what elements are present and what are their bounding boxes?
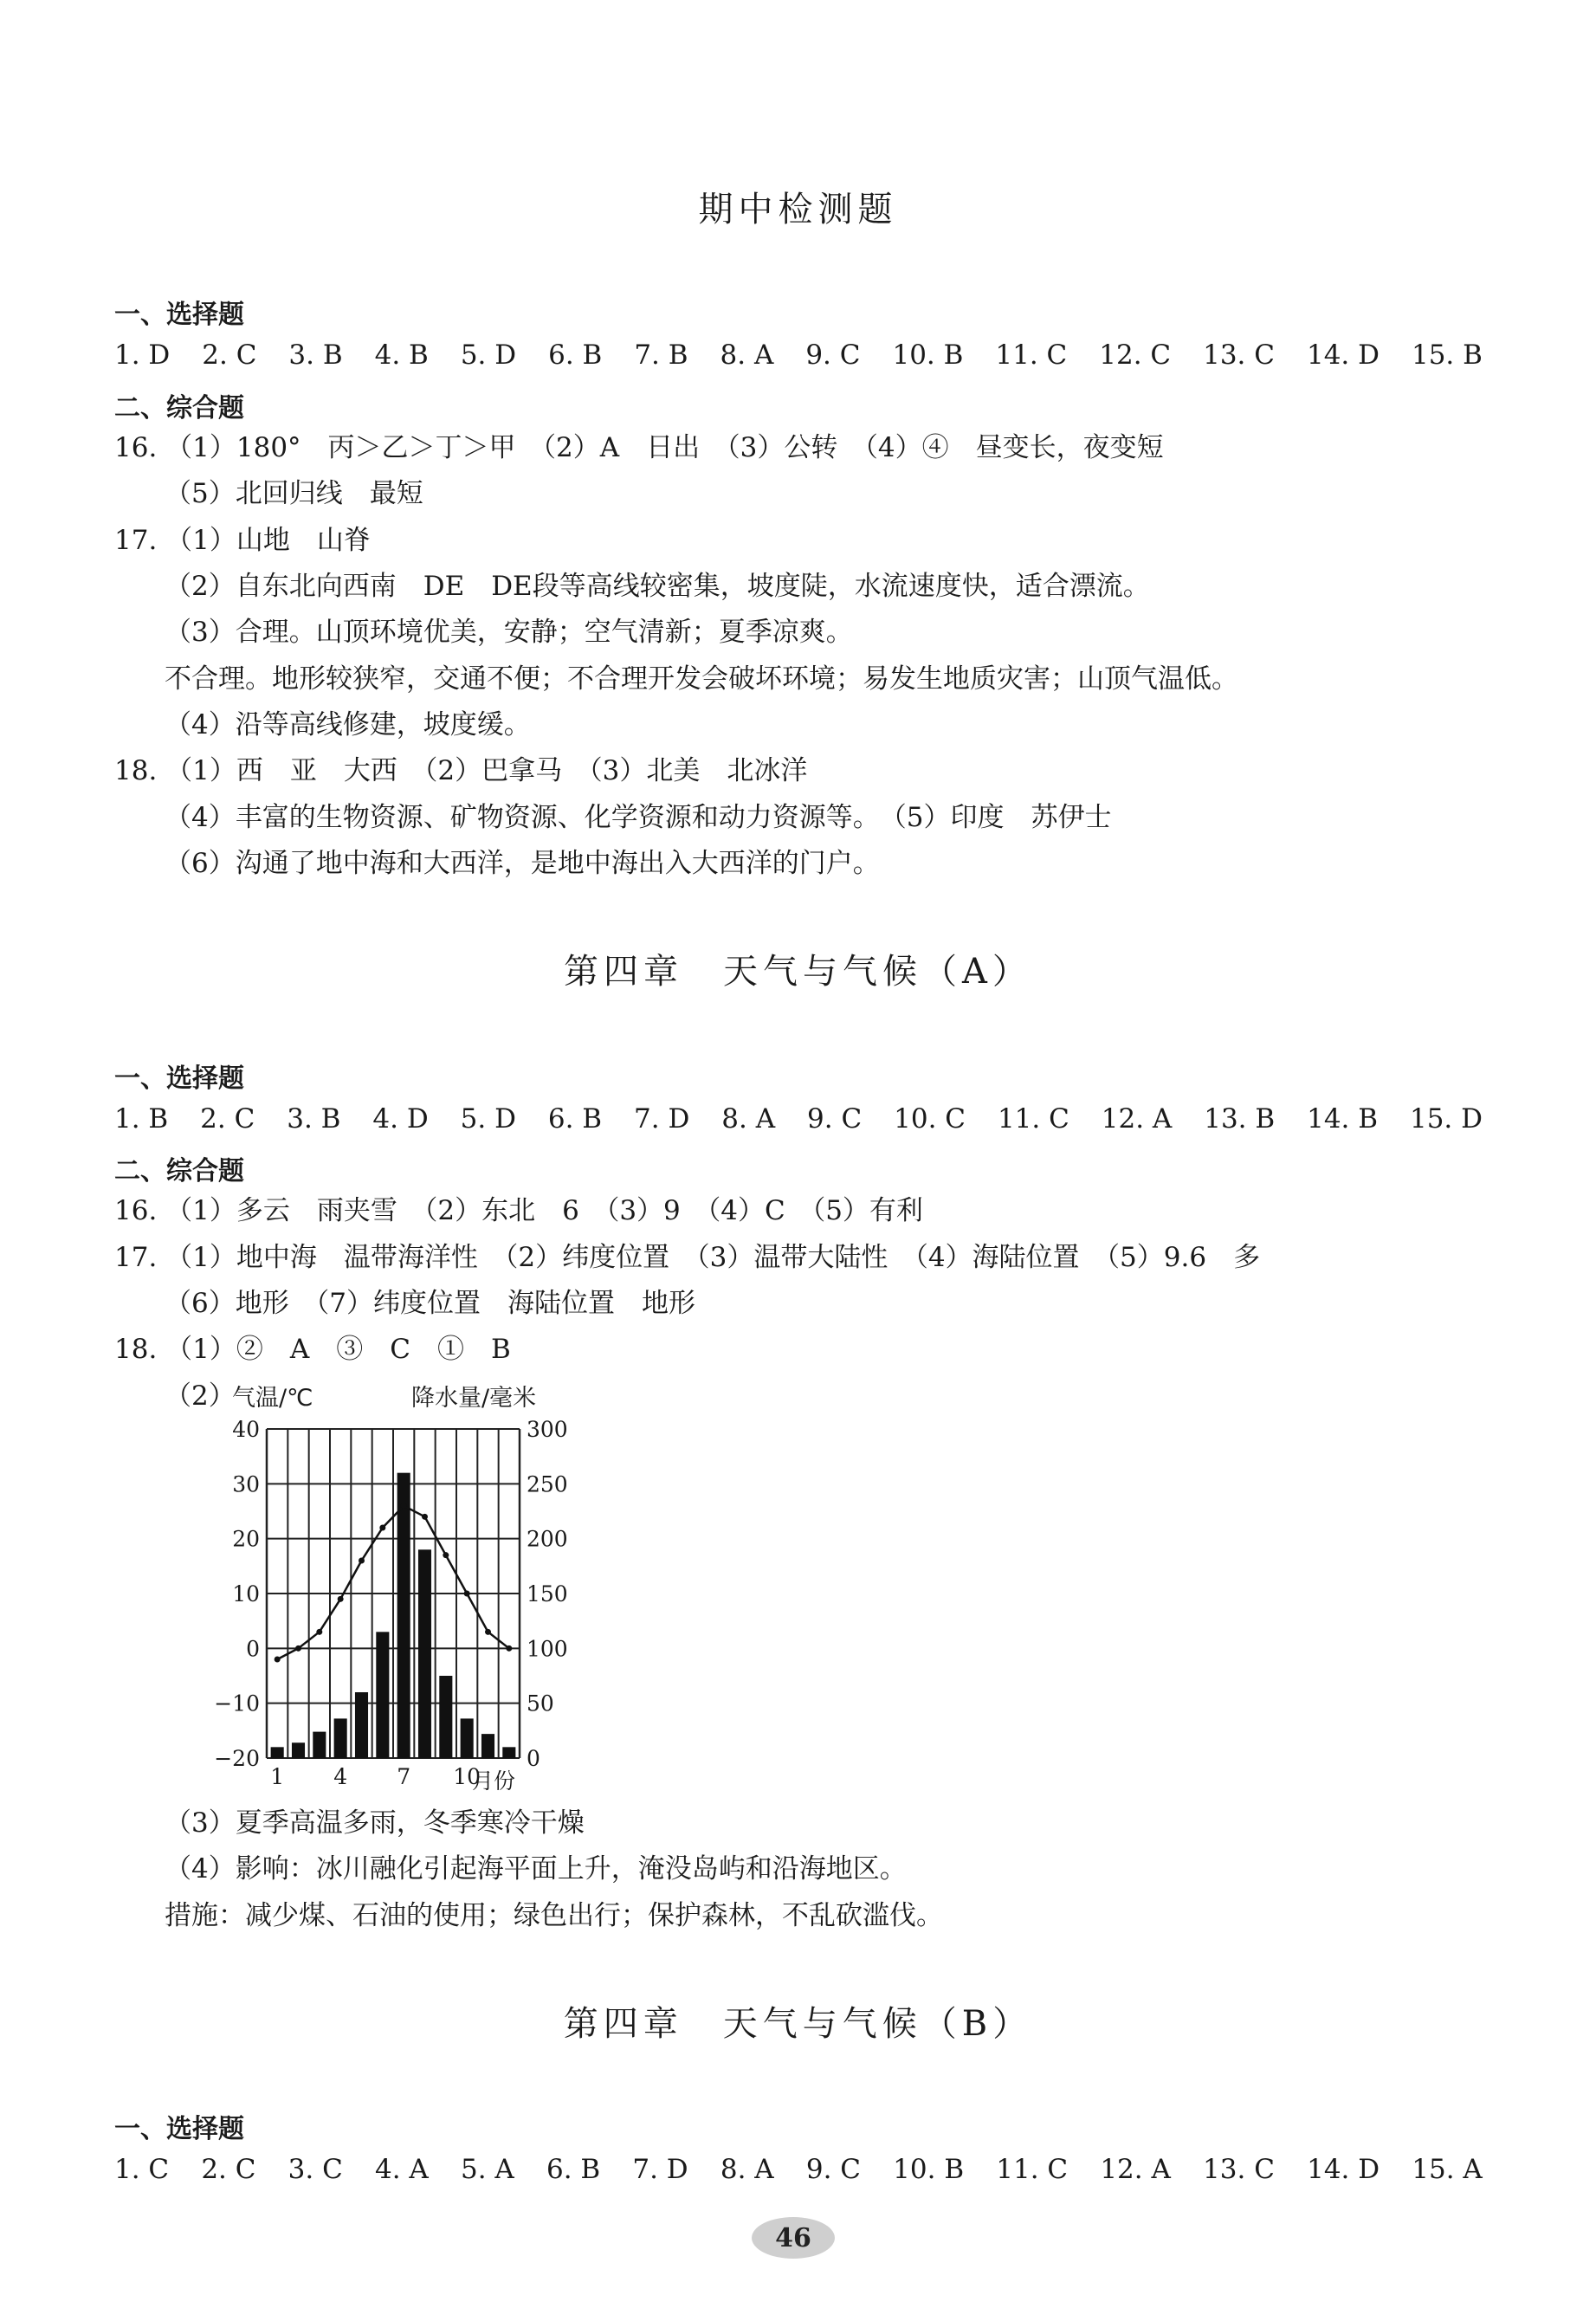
answer-item: 4. B (374, 339, 429, 371)
answer-item: 15. B (1411, 339, 1483, 371)
left-tick-label: 30 (232, 1471, 260, 1497)
precip-bar (397, 1473, 410, 1758)
answer-item: 12. C (1099, 339, 1172, 371)
answer-line: 18. （1）西 亚 大西 （2）巴拿马 （3）北美 北冰洋 (114, 755, 808, 786)
x-tick-label: 10 (453, 1764, 481, 1789)
precip-bar (313, 1732, 326, 1758)
temperature-point (464, 1591, 470, 1597)
answer-item: 15. A (1412, 2154, 1483, 2185)
answer-line: （3）合理。山顶环境优美，安静；空气清新；夏季凉爽。 (165, 617, 853, 648)
answer-item: 6. B (546, 2154, 601, 2185)
x-tick-label: 7 (397, 1764, 411, 1789)
answer-line: （6）沟通了地中海和大西洋，是地中海出入大西洋的门户。 (165, 848, 880, 879)
answer-item: 9. C (805, 2154, 861, 2185)
answer-line: 不合理。地形较狭窄，交通不便；不合理开发会破坏环境；易发生地质灾害；山顶气温低。 (165, 663, 1238, 695)
right-axis-label: 降水量/毫米 (411, 1385, 537, 1412)
answer-item: 8. A (720, 2154, 774, 2185)
right-tick-label: 150 (527, 1581, 568, 1607)
section-title-chapter4b: 第四章 天气与气候（B） (563, 2004, 1033, 2044)
temperature-point (443, 1552, 449, 1558)
x-tick-label: 4 (333, 1764, 348, 1789)
answer-item: 11. C (996, 2154, 1069, 2185)
answer-item: 13. C (1203, 339, 1275, 371)
left-axis-label: 气温/℃ (232, 1385, 313, 1412)
answer-line: （2） (165, 1380, 236, 1412)
answer-item: 11. C (997, 1103, 1069, 1135)
answer-item: 13. B (1204, 1103, 1276, 1135)
answer-item: 10. B (893, 2154, 965, 2185)
answer-item: 8. A (720, 339, 774, 371)
answer-item: 12. A (1101, 1103, 1173, 1135)
answer-item: 2. C (202, 339, 257, 371)
precip-bar (334, 1718, 347, 1758)
precip-bar (355, 1692, 368, 1758)
answer-item: 3. C (288, 2154, 343, 2185)
answer-line: （4）丰富的生物资源、矿物资源、化学资源和动力资源等。 （5）印度 苏伊士 (165, 802, 1112, 833)
answer-item: 14. D (1307, 2154, 1380, 2185)
temperature-point (401, 1503, 407, 1509)
temperature-point (338, 1596, 344, 1602)
precip-bar (292, 1742, 305, 1758)
right-tick-label: 200 (527, 1526, 568, 1552)
precip-bar (481, 1734, 494, 1758)
answer-line: 18. （1）② A ③ C ① B (114, 1334, 511, 1365)
temperature-point (295, 1645, 301, 1652)
answer-item: 4. D (372, 1103, 429, 1135)
choice-heading-3: 一、选择题 (114, 2114, 244, 2144)
right-tick-label: 300 (527, 1417, 568, 1442)
answer-item: 14. D (1306, 339, 1380, 371)
answer-item: 6. B (548, 339, 603, 371)
precip-bar (502, 1747, 515, 1758)
answer-item: 5. D (460, 339, 517, 371)
section-title-midterm: 期中检测题 (698, 190, 898, 230)
page-number-badge: 46 (752, 2217, 835, 2259)
temperature-point (506, 1645, 512, 1652)
x-tick-label: 1 (270, 1764, 285, 1789)
left-tick-label: 20 (232, 1526, 260, 1552)
answer-item: 13. C (1203, 2154, 1275, 2185)
answer-item: 6. B (547, 1103, 603, 1135)
comp-heading-2: 二、综合题 (114, 1156, 244, 1186)
temperature-point (316, 1629, 322, 1635)
answer-line: （5）北回归线 最短 (165, 478, 423, 509)
precip-bar (439, 1676, 452, 1758)
temperature-point (422, 1514, 428, 1520)
choice-answers-3 (114, 2152, 1483, 2187)
temperature-point (275, 1657, 281, 1663)
answer-item: 9. C (807, 1103, 863, 1135)
right-tick-label: 100 (527, 1636, 568, 1662)
answer-item: 5. D (460, 1103, 516, 1135)
answer-line: （3）夏季高温多雨，冬季寒冷干燥 (165, 1807, 585, 1839)
right-tick-label: 0 (527, 1746, 540, 1771)
temperature-point (359, 1558, 365, 1564)
precip-bar (461, 1718, 474, 1758)
answer-item: 4. A (374, 2154, 429, 2185)
precip-bar (271, 1747, 284, 1758)
answer-item: 3. B (287, 1103, 341, 1135)
left-tick-label: 10 (232, 1581, 260, 1607)
choice-heading-1: 一、选择题 (114, 300, 244, 330)
left-tick-label: −20 (214, 1746, 260, 1771)
answer-item: 1. C (114, 2154, 170, 2185)
answer-line: 措施：减少煤、石油的使用；绿色出行；保护森林，不乱砍滥伐。 (165, 1900, 943, 1931)
answer-line: （4）影响：冰川融化引起海平面上升，淹没岛屿和沿海地区。 (165, 1853, 907, 1885)
answer-item: 5. A (460, 2154, 514, 2185)
precip-bar (376, 1632, 389, 1758)
answer-item: 12. A (1100, 2154, 1171, 2185)
answer-item: 1. B (114, 1103, 169, 1135)
answer-line: 17. （1）山地 山脊 (114, 525, 371, 556)
answer-item: 1. D (114, 339, 171, 371)
left-tick-label: 0 (246, 1636, 260, 1662)
answer-item: 7. D (632, 2154, 688, 2185)
comp-heading-1: 二、综合题 (114, 393, 244, 423)
answer-item: 15. D (1409, 1103, 1483, 1135)
chart-grid (267, 1429, 520, 1758)
precip-bar (418, 1549, 431, 1758)
temperature-point (379, 1525, 385, 1531)
answer-item: 10. C (894, 1103, 966, 1135)
answer-item: 2. C (201, 2154, 256, 2185)
right-tick-label: 50 (527, 1691, 554, 1716)
answer-item: 10. B (892, 339, 964, 371)
answer-item: 7. B (634, 339, 688, 371)
answer-item: 9. C (805, 339, 861, 371)
right-tick-label: 250 (527, 1471, 568, 1497)
answer-line: 16. （1）多云 雨夹雪 （2）东北 6 （3）9 （4）C （5）有利 (114, 1195, 923, 1226)
choice-heading-2: 一、选择题 (114, 1063, 244, 1094)
answer-line: （4）沿等高线修建，坡度缓。 (165, 709, 531, 740)
answer-item: 2. C (200, 1103, 255, 1135)
temperature-point (485, 1629, 491, 1635)
answer-item: 7. D (634, 1103, 690, 1135)
answer-item: 14. B (1307, 1103, 1379, 1135)
answer-item: 3. B (288, 339, 343, 371)
x-axis-label: 月份 (472, 1768, 516, 1794)
left-tick-label: −10 (214, 1691, 260, 1716)
answer-item: 8. A (721, 1103, 776, 1135)
answer-line: 16. （1）180° 丙＞乙＞丁＞甲 （2）A 日出 （3）公转 （4）④ 昼变长，夜变短 (114, 432, 1164, 463)
left-tick-label: 40 (232, 1417, 260, 1442)
answer-line: （2）自东北向西南 DE DE段等高线较密集，坡度陡，水流速度快，适合漂流。 (165, 571, 1150, 602)
answer-item: 11. C (995, 339, 1068, 371)
answer-line: （6）地形 （7）纬度位置 海陆位置 地形 (165, 1288, 695, 1319)
answer-line: 17. （1）地中海 温带海洋性 （2）纬度位置 （3）温带大陆性 （4）海陆位置 （5）9.6 多 (114, 1242, 1261, 1273)
section-title-chapter4a: 第四章 天气与气候（A） (564, 952, 1032, 992)
